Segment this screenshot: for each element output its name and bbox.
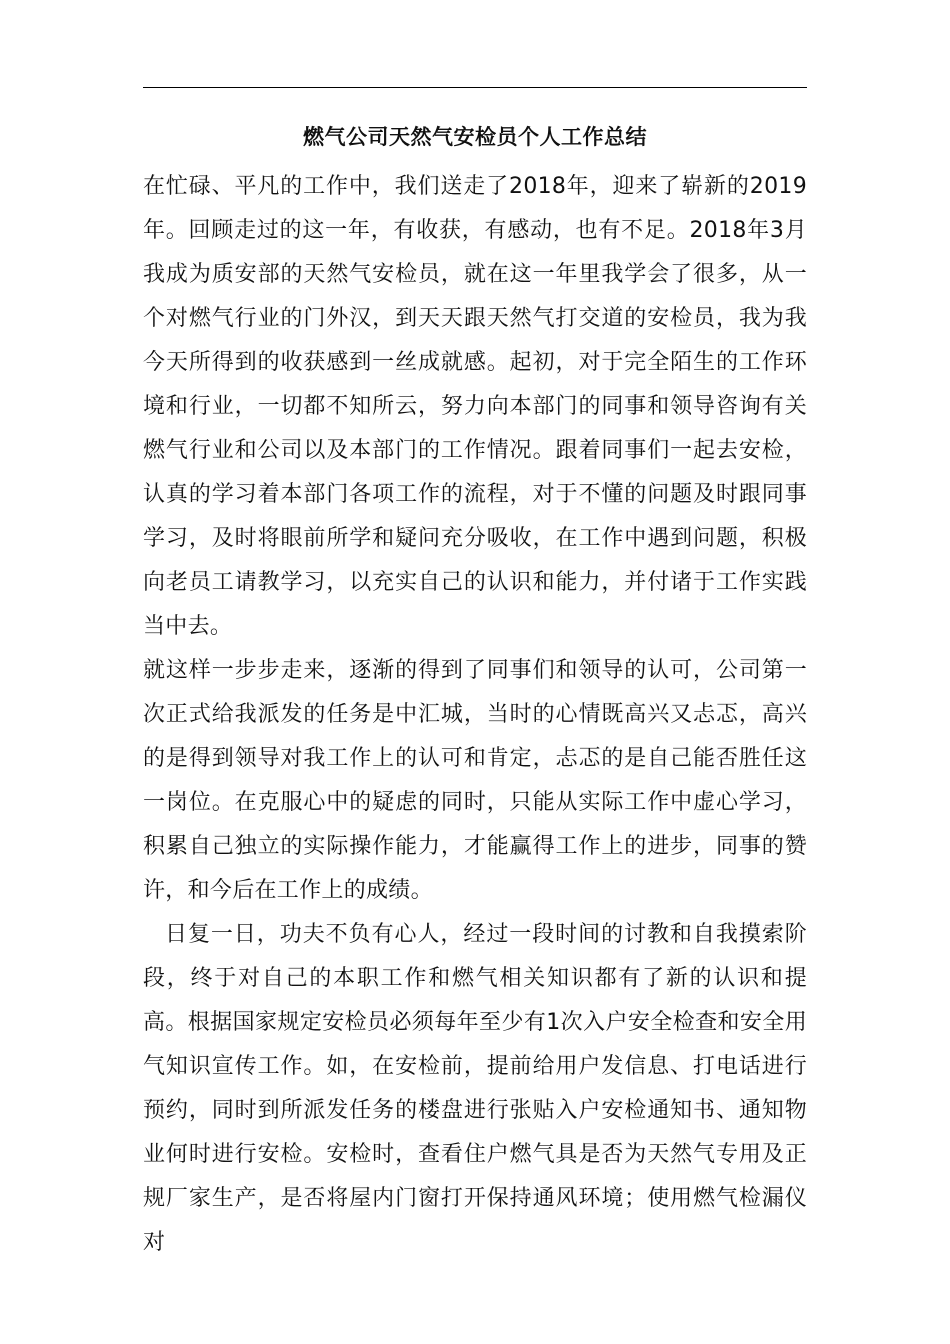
paragraph-1: 在忙碌、平凡的工作中，我们送走了2018年，迎来了崭新的2019年。回顾走过的这一年，有收获，有感动，也有不足。2018年3月我成为质安部的天然气安检员，就在这一年里我学会了很多，从一个对燃气行业的门外汉，到天天跟天然气打交道的安检员，我为我今天所得到的收获感到一丝成就感。起初，对于完全陌生的工作环境和行业，一切都不知所云，努力向本部门的同事和领导咨询有关燃气行业和公司以及本部门的工作情况。跟着同事们一起去安检，认真的学习着本部门各项工作的流程，对于不懂的问题及时跟同事学习，及时将眼前所学和疑问充分吸收，在工作中遇到问题，积极向老员工请教学习，以充实自己的认识和能力，并付诸于工作实践当中去。 xyxy=(143,174,807,639)
paragraph-3: 日复一日，功夫不负有心人，经过一段时间的讨教和自我摸索阶段，终于对自己的本职工作和燃气相关知识都有了新的认识和提高。根据国家规定安检员必须每年至少有1次入户安全检查和安全用气知识宣传工作。如，在安检前，提前给用户发信息、打电话进行预约，同时到所派发任务的楼盘进行张贴入户安检通知书、通知物业何时进行安检。安检时，查看住户燃气具是否为天然气专用及正规厂家生产，是否将屋内门窗打开保持通风环境；使用燃气检漏仪对 xyxy=(143,922,807,1255)
header-rule xyxy=(143,87,807,88)
document-body xyxy=(143,165,807,1265)
document-title: 燃气公司天然气安检员个人工作总结 xyxy=(303,125,647,149)
paragraph-2: 就这样一步步走来，逐渐的得到了同事们和领导的认可，公司第一次正式给我派发的任务是中汇城，当时的心情既高兴又忐忑，高兴的是得到领导对我工作上的认可和肯定，忐忑的是自己能否胜任这一岗位。在克服心中的疑虑的同时，只能从实际工作中虚心学习，积累自己独立的实际操作能力，才能赢得工作上的进步，同事的赞许，和今后在工作上的成绩。 xyxy=(143,658,807,903)
